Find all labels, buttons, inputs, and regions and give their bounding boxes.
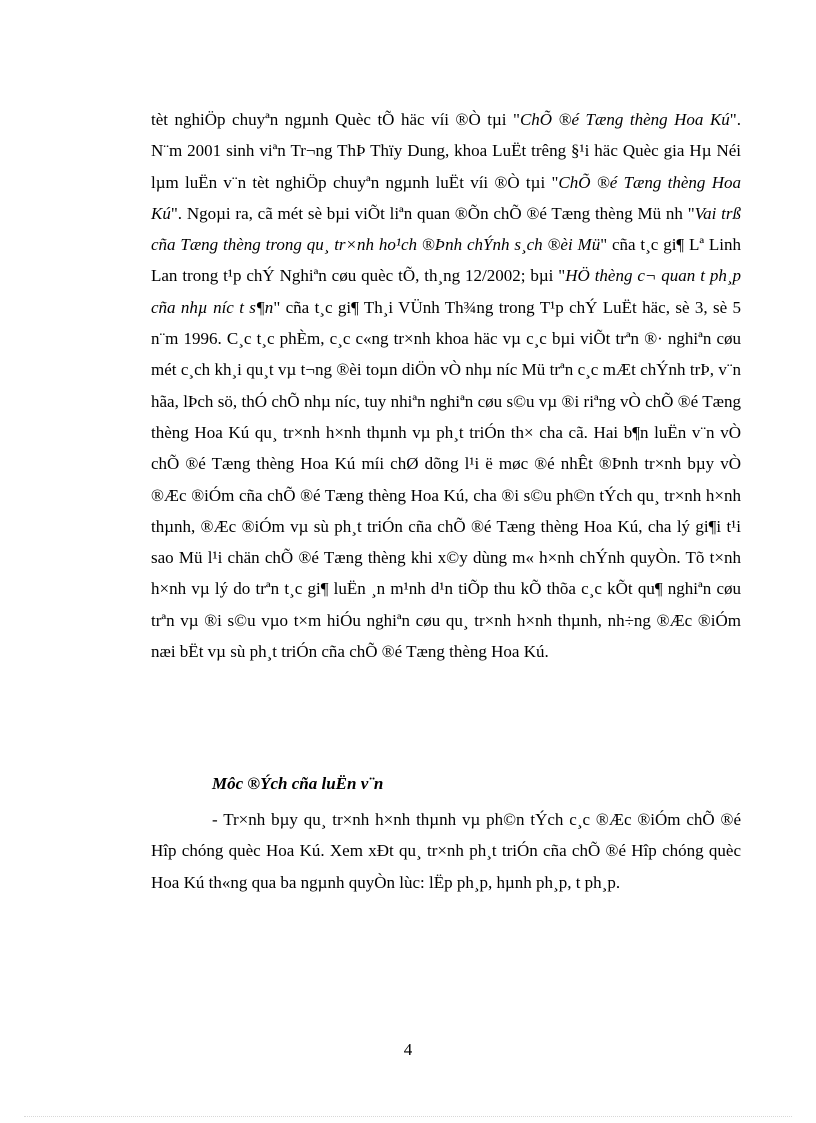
italic-title: ChÕ ®é Tæng thèng Hoa Kú [151, 172, 741, 223]
text-run: tèt nghiÖp chuyªn ngµnh Quèc tÕ häc víi ®Ò tµi " [151, 110, 520, 129]
text-run: " cña t¸c gi¶ Lª Linh Lan trong t¹p chÝ Nghiªn cøu quèc tÕ, th¸ng 12/2002; bµi " [151, 235, 741, 286]
body-paragraph-1 [151, 104, 741, 667]
italic-title: Vai trß cña Tæng thèng trong qu¸ tr×nh ho¹ch ®Þnh chÝnh s¸ch ®èi Mü [151, 203, 741, 255]
page-number: 4 [403, 1040, 413, 1059]
page-bottom-rule [24, 1116, 792, 1117]
italic-title: HÖ thèng c¬ quan t ph¸p cña nhµ níc t s¶n [151, 266, 741, 317]
italic-title: ChÕ ®é Tæng thèng Hoa Kú [519, 110, 730, 129]
text-run: ". N¨m 2001 sinh viªn Tr¬ng ThÞ Thïy Dung, khoa LuËt trêng §¹i häc Quèc gia Hµ Néi lµm luËn v¨n tèt nghiÖp chuyªn ngµnh luËt víi ®Ò tµi " [151, 110, 741, 192]
text-run: ". Ngoµi ra, cã mét sè bµi viÕt liªn quan ®Õn chÕ ®é Tæng thèng Mü nh " [170, 203, 695, 223]
body-paragraph-2: - Tr×nh bµy qu¸ tr×nh h×nh thµnh vµ ph©n tÝch c¸c ®Æc ®iÓm chÕ ®é Hîp chóng quèc Hoa Kú. Xem xÐt qu¸ tr×nh ph¸t triÓn cña chÕ ®é Hîp chóng quèc Hoa Kú th«ng qua ba ngµnh quyÒn lùc: lËp ph¸p, hµnh ph¸p, t ph¸p. [151, 810, 741, 892]
text-run: " cña t¸c gi¶ Th¸i VÜnh Th¾ng trong T¹p chÝ LuËt häc, sè 3, sè 5 n¨m 1996. C¸c t¸c phÈm, c¸c c«ng tr×nh khoa häc vµ c¸c bµi viÕt trªn ®· nghiªn cøu mét c¸ch kh¸i qu¸t vµ t¬ng ®èi toµn diÖn vÒ nhµ níc Mü trªn c¸c mÆt chÝnh trÞ, v¨n hãa, lÞch sö, thÓ chÕ nhµ níc, tuy nhiªn nghiªn cøu s©u vµ ®i riªng vÒ chÕ ®é Tæng thèng Hoa Kú qu¸ tr×nh h×nh thµnh vµ ph¸t triÓn th× cha cã. Hai b¶n luËn v¨n vÒ chÕ ®é Tæng thèng Hoa Kú míi chØ dõng l¹i ë møc ®é nhÊt ®Þnh tr×nh bµy vÒ ®Æc ®iÓm cña chÕ ®é Tæng thèng Hoa Kú, cha ®i s©u ph©n tÝch qu¸ tr×nh h×nh thµnh, ®Æc ®iÓm vµ sù ph¸t triÓn cña chÕ ®é Tæng thèng Hoa Kú, cha lý gi¶i t¹i sao Mü l¹i chän chÕ ®é Tæng thèng khi x©y dùng m« h×nh chÝnh quyÒn. Tõ t×nh h×nh vµ lý do trªn t¸c gi¶ luËn ¸n m¹nh d¹n tiÕp thu kÕ thõa c¸c kÕt qu¶ nghiªn cøu trªn vµ ®i s©u vµo t×m hiÓu nghiªn cøu qu¸ tr×nh h×nh thµnh, nh÷ng ®Æc ®iÓm næi bËt vµ sù ph¸t triÓn cña chÕ ®é Tæng thèng Hoa Kú. [151, 297, 741, 662]
section-heading: Môc ®Ých cña luËn v¨n [212, 774, 384, 793]
